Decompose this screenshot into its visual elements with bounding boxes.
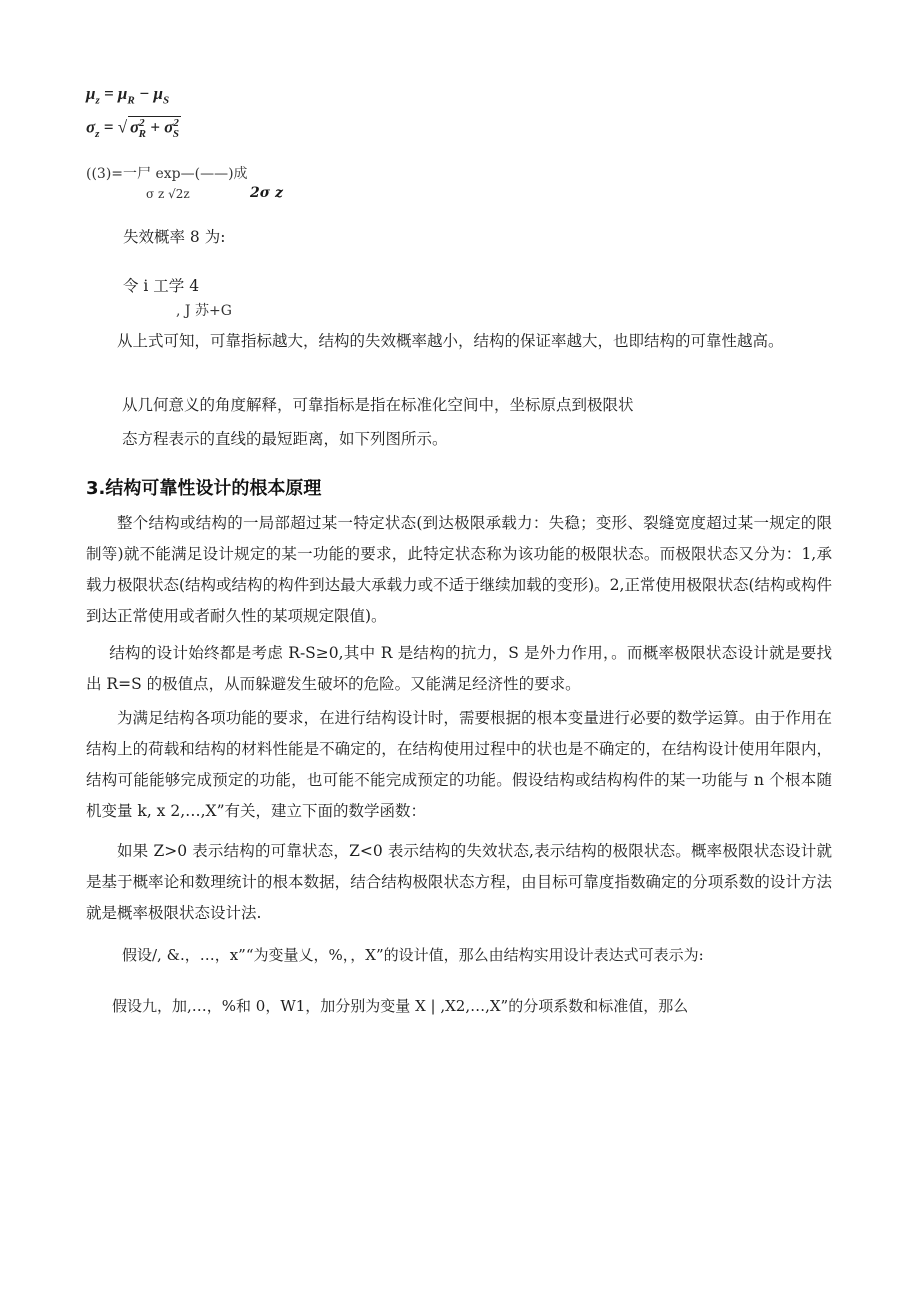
paragraph-z-state: 如果 Z>0 表示结构的可靠状态，Z<0 表示结构的失效状态,表示结构的极限状态。概率极限状态设计就是基于概率论和数理统计的根本数据，结合结构极限状态方程，由目标可靠度指数确定的分项系数的设计方法就是概率极限状态设计法. (86, 842, 832, 922)
ling-line: 令 i 工学 4 (123, 277, 200, 295)
equation-3: ((3)=一尸 exp—(——)成 (86, 166, 248, 182)
paragraph-limit-state: 整个结构或结构的一局部超过某一特定状态(到达极限承载力：失稳；变形、裂缝宽度超过某一规定的限制等)就不能满足设计规定的某一功能的要求，此特定状态称为该功能的极限状态。而极限状态又分为：1,承载力极限状态(结构或结构的构件到达最大承载力或不适于继续加载的变形)。2,正常使用极限状态(结构或构件到达正常使用或者耐久性的某项规定限值)。 (86, 514, 832, 625)
paragraph-design: 结构的设计始终都是考虑 R-S≥0,其中 R 是结构的抗力，S 是外力作用，。而概率极限状态设计就是要找出 R=S 的极值点，从而躲避发生破坏的危险。又能满足经济性的要求。 (86, 644, 832, 693)
j-line: , J 苏+G (176, 303, 232, 319)
equation-3-sub-right: 2σ z (250, 185, 283, 201)
failure-probability-label: 失效概率 8 为: (123, 228, 226, 246)
equation-3-sub-left: σ z √2z (146, 187, 190, 201)
formula-mu: $\mu_z = \mu_R - \mu_S$ (86, 84, 170, 107)
paragraph-assume-1: 假设/, &.，…，x”“为变量乂，%，，X”的设计值，那么由结构实用设计表达式可表示为: (122, 946, 704, 964)
formula-sigma: $\sigma_z$ = √ $\sigma^2_R + \sigma^2_S$ (86, 117, 179, 141)
section-heading: 3.结构可靠性设计的根本原理 (86, 478, 322, 499)
paragraph-random-variables: 为满足结构各项功能的要求，在进行结构设计时，需要根据的根本变量进行必要的数学运算。由于作用在结构上的荷载和结构的材料性能是不确定的，在结构使用过程中的状也是不确定的，在结构设计使用年限内，结构可能能够完成预定的功能，也可能不能完成预定的功能。假设结构或结构构件的某一功能与 n 个根本随机变量 k, x 2,…,X”有关，建立下面的数学函数： (86, 709, 832, 820)
paragraph-conclusion: 从上式可知，可靠指标越大，结构的失效概率越小，结构的保证率越大，也即结构的可靠性越高。 (117, 332, 784, 350)
paragraph-assume-2: 假设九，加,…，%和 0，W1，加分别为变量 X | ,X2,…,X”的分项系数和标准值，那么 (112, 997, 689, 1015)
paragraph-geometry-2: 态方程表示的直线的最短距离，如下列图所示。 (122, 430, 448, 448)
paragraph-geometry-1: 从几何意义的角度解释，可靠指标是指在标准化空间中，坐标原点到极限状 (122, 396, 634, 414)
